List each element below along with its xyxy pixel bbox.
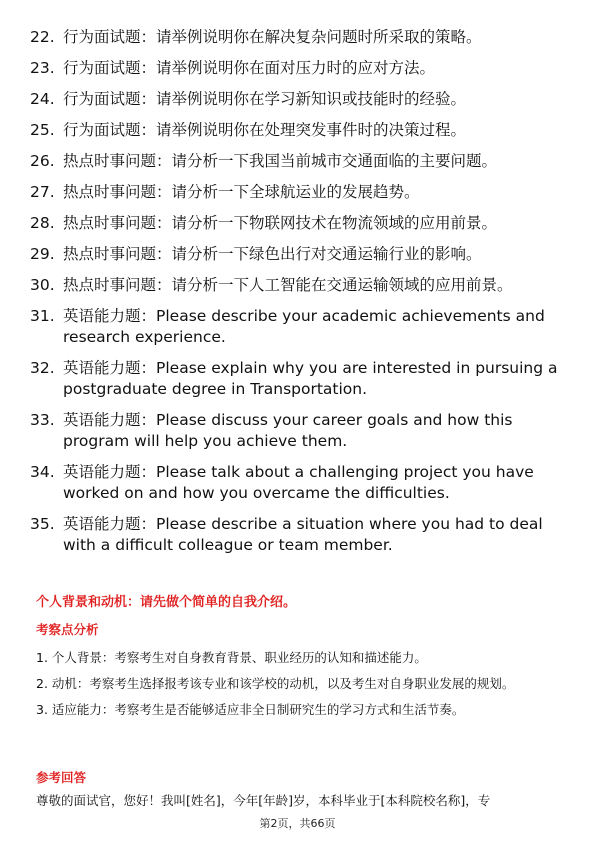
question-text: 行为面试题：请举例说明你在解决复杂问题时所采取的策略。 <box>63 28 482 46</box>
analysis-point: 2. 动机：考察考生选择报考该专业和该学校的动机，以及考生对自身职业发展的规划。 <box>36 676 515 691</box>
question-number: 30. <box>30 276 55 294</box>
question-text: 行为面试题：请举例说明你在处理突发事件时的决策过程。 <box>63 121 467 139</box>
question-text: 英语能力题：Please explain why you are interested in pursuing a postgraduate degree in Transportation. <box>63 359 558 398</box>
question-text: 英语能力题：Please discuss your career goals and how this program will help you achieve them. <box>63 411 513 450</box>
question-text: 热点时事问题：请分析一下全球航运业的发展趋势。 <box>63 183 420 201</box>
question-number: 32. <box>30 359 55 377</box>
analysis-heading: 考察点分析 <box>36 622 99 637</box>
question-item <box>30 514 560 556</box>
question-item <box>30 89 560 110</box>
analysis-points <box>36 645 556 723</box>
analysis-point: 3. 适应能力：考察考生是否能够适应非全日制研究生的学习方式和生活节奏。 <box>36 702 465 717</box>
question-item <box>30 358 560 400</box>
question-item <box>30 120 560 141</box>
question-number: 28. <box>30 214 55 232</box>
question-item <box>30 275 560 296</box>
question-text: 英语能力题：Please describe a situation where you had to deal with a difficult colleague or team member. <box>63 515 543 554</box>
question-item <box>30 462 560 504</box>
question-item <box>30 213 560 234</box>
question-text: 热点时事问题：请分析一下物联网技术在物流领域的应用前景。 <box>63 214 498 232</box>
question-number: 34. <box>30 463 55 481</box>
question-text: 热点时事问题：请分析一下人工智能在交通运输领域的应用前景。 <box>63 276 513 294</box>
question-number: 26. <box>30 152 55 170</box>
question-number: 22. <box>30 28 55 46</box>
question-number: 31. <box>30 307 55 325</box>
question-item <box>30 410 560 452</box>
question-item <box>30 58 560 79</box>
page-footer: 第2页，共66页 <box>259 817 336 830</box>
reference-answer: 尊敬的面试官，您好！我叫[姓名]，今年[年龄]岁，本科毕业于[本科院校名称]，专 <box>36 793 491 808</box>
question-number: 33. <box>30 411 55 429</box>
question-list <box>30 27 560 566</box>
question-text: 热点时事问题：请分析一下我国当前城市交通面临的主要问题。 <box>63 152 498 170</box>
question-number: 27. <box>30 183 55 201</box>
question-number: 25. <box>30 121 55 139</box>
question-item <box>30 182 560 203</box>
question-item <box>30 151 560 172</box>
question-text: 行为面试题：请举例说明你在学习新知识或技能时的经验。 <box>63 90 467 108</box>
question-item <box>30 244 560 265</box>
question-text: 英语能力题：Please talk about a challenging project you have worked on and how you overcame the difficulties. <box>63 463 534 502</box>
reference-heading: 参考回答 <box>36 770 87 785</box>
analysis-point: 1. 个人背景：考察考生对自身教育背景、职业经历的认知和描述能力。 <box>36 650 427 665</box>
main-question-heading: 个人背景和动机：请先做个简单的自我介绍。 <box>36 595 297 610</box>
question-item <box>30 27 560 48</box>
question-number: 29. <box>30 245 55 263</box>
question-number: 35. <box>30 515 55 533</box>
question-text: 热点时事问题：请分析一下绿色出行对交通运输行业的影响。 <box>63 245 482 263</box>
question-number: 23. <box>30 59 55 77</box>
question-item <box>30 306 560 348</box>
question-text: 行为面试题：请举例说明你在面对压力时的应对方法。 <box>63 59 436 77</box>
question-text: 英语能力题：Please describe your academic achievements and research experience. <box>63 307 545 346</box>
question-number: 24. <box>30 90 55 108</box>
